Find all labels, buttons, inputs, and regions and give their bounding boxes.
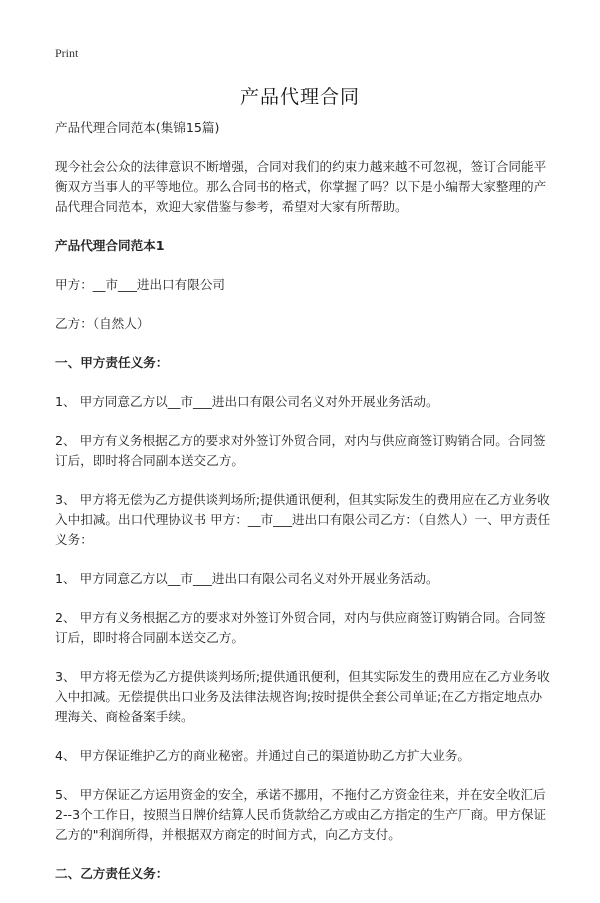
clause-paragraph: 1、 甲方同意乙方以__市___进出口有限公司名义对外开展业务活动。	[55, 394, 439, 409]
clause-paragraph: 3、 甲方将无偿为乙方提供谈判场所;提供通讯便利，但其实际发生的费用应在乙方业务收入中扣减。出口代理协议书 甲方：__市___进出口有限公司乙方：（自然人）一、甲方责任义务：	[55, 492, 551, 547]
document-subtitle: 产品代理合同范本(集锦15篇)	[55, 120, 220, 135]
party-a-line: 甲方：__市___进出口有限公司	[55, 277, 226, 292]
clause-paragraph: 2、 甲方有义务根据乙方的要求对外签订外贸合同，对内与供应商签订购销合同。合同签订后，即时将合同副本送交乙方。	[55, 610, 546, 645]
clause-paragraph: 1、 甲方同意乙方以__市___进出口有限公司名义对外开展业务活动。	[55, 571, 439, 586]
print-label[interactable]: Print	[55, 46, 79, 60]
section-heading-party-b-duties: 二、乙方责任义务：	[55, 866, 169, 881]
clause-paragraph: 4、 甲方保证维护乙方的商业秘密。并通过自己的渠道协助乙方扩大业务。	[55, 748, 471, 763]
clause-paragraph: 3、 甲方将无偿为乙方提供谈判场所;提供通讯便利，但其实际发生的费用应在乙方业务收入中扣减。无偿提供出口业务及法律法规咨询;按时提供全套公司单证;在乙方指定地点办理海关、商检备案手续。	[55, 669, 550, 724]
clause-paragraph: 2、 甲方有义务根据乙方的要求对外签订外贸合同，对内与供应商签订购销合同。合同签订后，即时将合同副本送交乙方。	[55, 433, 546, 468]
party-b-line: 乙方：（自然人）	[55, 316, 150, 331]
sample-heading: 产品代理合同范本1	[55, 238, 165, 253]
clause-paragraph: 5、 甲方保证乙方运用资金的安全，承诺不挪用，不拖付乙方资金往来，并在安全收汇后2--3个工作日，按照当日牌价结算人民币货款给乙方或由乙方指定的生产厂商。甲方保证乙方的"利润所得，并根据双方商定的时间方式，向乙方支付。	[55, 787, 547, 842]
document-body	[55, 118, 553, 903]
page-title: 产品代理合同	[239, 86, 360, 108]
section-heading-party-a-duties: 一、甲方责任义务：	[55, 355, 169, 370]
intro-paragraph: 现今社会公众的法律意识不断增强，合同对我们的约束力越来越不可忽视，签订合同能平衡双方当事人的平等地位。那么合同书的格式，你掌握了吗？以下是小编帮大家整理的产品代理合同范本，欢迎大家借鉴与参考，希望对大家有所帮助。	[55, 159, 547, 214]
